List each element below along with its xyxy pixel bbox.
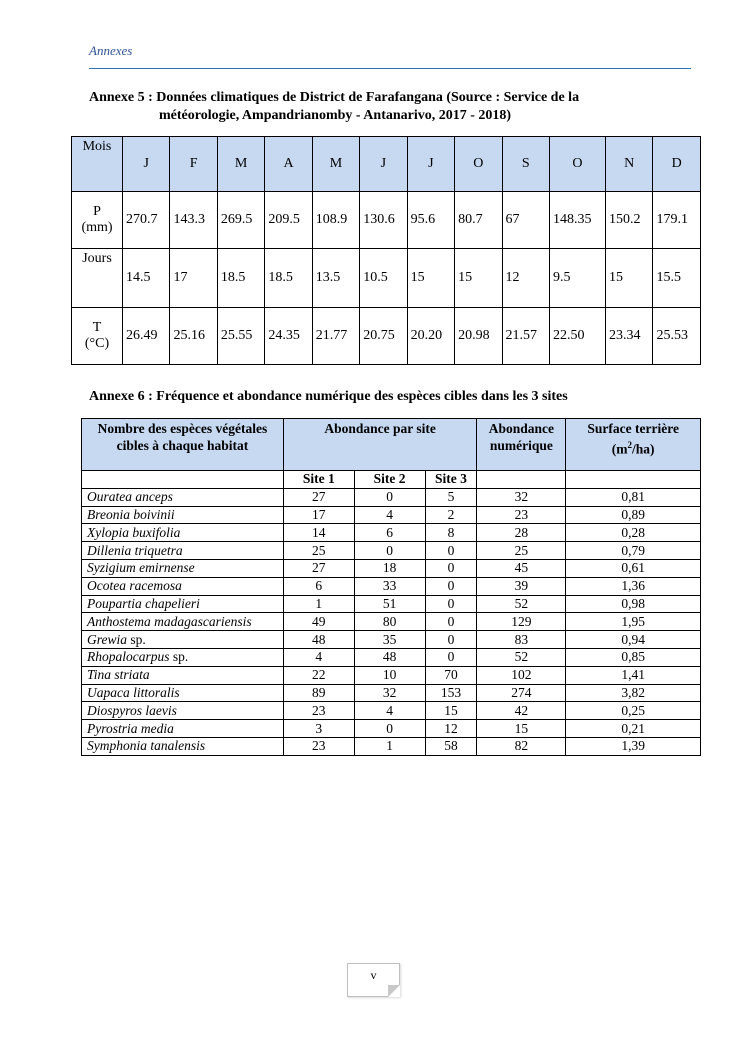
species-s3-cell: 8 — [425, 524, 477, 542]
month-header: J — [407, 137, 454, 192]
col-species-header: Nombre des espèces végétales cibles à chaque habitat — [82, 419, 284, 471]
col-surface-header — [566, 419, 701, 471]
species-s3-cell: 153 — [425, 684, 477, 702]
col-surface-unit-pre: (m — [611, 441, 628, 457]
species-surface-cell: 1,39 — [566, 737, 701, 755]
climate-value-cell: 143.3 — [170, 192, 217, 249]
species-name-cell — [82, 648, 284, 666]
species-row — [82, 595, 701, 613]
species-s2-cell: 4 — [354, 506, 425, 524]
species-abundance-cell: 45 — [477, 559, 566, 577]
species-name-cell — [82, 577, 284, 595]
species-s3-cell: 5 — [425, 488, 477, 506]
species-s1-cell: 49 — [283, 613, 354, 631]
species-s1-cell: 6 — [283, 577, 354, 595]
species-s1-cell: 89 — [283, 684, 354, 702]
species-row — [82, 666, 701, 684]
species-surface-cell: 0,81 — [566, 488, 701, 506]
species-name-cell — [82, 488, 284, 506]
species-name-cell — [82, 720, 284, 738]
species-s1-cell: 3 — [283, 720, 354, 738]
climate-value-cell: 20.98 — [455, 308, 502, 365]
species-s2-cell: 0 — [354, 488, 425, 506]
species-abundance-cell: 15 — [477, 720, 566, 738]
species-name: Syzigium emirnense — [87, 560, 195, 576]
species-abundance-cell: 52 — [477, 648, 566, 666]
climate-row-label-top: T — [92, 320, 102, 335]
col-abundance-num-header: Abondance numérique — [477, 419, 566, 471]
species-row — [82, 542, 701, 560]
climate-row — [72, 249, 701, 308]
species-abundance-cell: 39 — [477, 577, 566, 595]
species-surface-cell: 0,98 — [566, 595, 701, 613]
species-s3-cell: 15 — [425, 702, 477, 720]
species-surface-cell: 1,41 — [566, 666, 701, 684]
species-s1-cell: 48 — [283, 631, 354, 649]
species-name-cell — [82, 506, 284, 524]
subheader-blank — [477, 471, 566, 489]
species-s2-cell: 35 — [354, 631, 425, 649]
species-s3-cell: 0 — [425, 631, 477, 649]
species-s1-cell: 27 — [283, 559, 354, 577]
col-surface-unit-post: /ha) — [632, 441, 655, 457]
climate-value-cell: 24.35 — [265, 308, 312, 365]
site-1-header: Site 1 — [283, 471, 354, 489]
species-abundance-cell: 52 — [477, 595, 566, 613]
species-row — [82, 577, 701, 595]
climate-value-cell: 25.53 — [653, 308, 701, 365]
species-name-cell — [82, 702, 284, 720]
climate-value-cell: 179.1 — [653, 192, 701, 249]
climate-value-cell: 14.5 — [123, 249, 170, 308]
species-surface-cell: 1,95 — [566, 613, 701, 631]
species-s3-cell: 0 — [425, 648, 477, 666]
species-s2-cell: 4 — [354, 702, 425, 720]
species-row — [82, 684, 701, 702]
species-name: Pyrostria media — [87, 720, 174, 736]
species-suffix: sp. — [127, 631, 146, 647]
month-header: N — [606, 137, 653, 192]
climate-value-cell: 80.7 — [455, 192, 502, 249]
species-surface-cell: 0,61 — [566, 559, 701, 577]
climate-row — [72, 192, 701, 249]
climate-value-cell: 18.5 — [217, 249, 264, 308]
species-s1-cell: 22 — [283, 666, 354, 684]
climate-value-cell: 15 — [407, 249, 454, 308]
species-name: Uapaca littoralis — [87, 684, 180, 700]
climate-value-cell: 12 — [502, 249, 549, 308]
species-name: Ocotea racemosa — [87, 578, 182, 594]
species-surface-cell: 0,79 — [566, 542, 701, 560]
species-s2-cell: 32 — [354, 684, 425, 702]
species-table — [81, 418, 701, 756]
species-surface-cell: 0,28 — [566, 524, 701, 542]
species-abundance-cell: 23 — [477, 506, 566, 524]
climate-value-cell: 23.34 — [606, 308, 653, 365]
month-header: O — [455, 137, 502, 192]
species-s1-cell: 23 — [283, 702, 354, 720]
species-s1-cell: 27 — [283, 488, 354, 506]
climate-value-cell: 269.5 — [217, 192, 264, 249]
climate-value-cell: 25.16 — [170, 308, 217, 365]
species-s3-cell: 2 — [425, 506, 477, 524]
species-name: Dillenia triquetra — [87, 542, 183, 558]
climate-value-cell: 17 — [170, 249, 217, 308]
month-header: M — [312, 137, 359, 192]
species-s1-cell: 17 — [283, 506, 354, 524]
species-s1-cell: 23 — [283, 737, 354, 755]
climate-value-cell: 22.50 — [549, 308, 605, 365]
page-corner-fold — [388, 985, 400, 997]
species-abundance-cell: 28 — [477, 524, 566, 542]
species-s2-cell: 0 — [354, 542, 425, 560]
climate-table — [71, 136, 701, 365]
climate-value-cell: 67 — [502, 192, 549, 249]
subheader-blank — [566, 471, 701, 489]
page-number: v — [370, 968, 377, 982]
col-surface-unit-sup: 2 — [627, 440, 633, 450]
species-name: Grewia — [87, 631, 127, 647]
col-abundance-site-header: Abondance par site — [283, 419, 477, 471]
species-abundance-cell: 42 — [477, 702, 566, 720]
species-s2-cell: 33 — [354, 577, 425, 595]
climate-value-cell: 9.5 — [549, 249, 605, 308]
climate-value-cell: 13.5 — [312, 249, 359, 308]
species-s1-cell: 14 — [283, 524, 354, 542]
species-name-cell — [82, 524, 284, 542]
month-header: J — [360, 137, 407, 192]
month-header: M — [217, 137, 264, 192]
species-surface-cell: 0,85 — [566, 648, 701, 666]
species-surface-cell: 0,94 — [566, 631, 701, 649]
climate-row-label — [72, 249, 123, 308]
climate-row-label-top: Jours — [82, 251, 112, 266]
climate-row-label-unit: (mm) — [81, 220, 113, 235]
species-name-cell — [82, 559, 284, 577]
species-s2-cell: 6 — [354, 524, 425, 542]
month-header: D — [653, 137, 701, 192]
climate-value-cell: 21.77 — [312, 308, 359, 365]
species-s2-cell: 10 — [354, 666, 425, 684]
climate-value-cell: 148.35 — [549, 192, 605, 249]
species-s2-cell: 48 — [354, 648, 425, 666]
species-s1-cell: 25 — [283, 542, 354, 560]
species-s1-cell: 1 — [283, 595, 354, 613]
subheader-blank — [82, 471, 284, 489]
species-name-cell — [82, 631, 284, 649]
annex6-caption: Annexe 6 : Fréquence et abondance numérique des espèces cibles dans les 3 sites — [89, 389, 568, 404]
month-header: O — [549, 137, 605, 192]
climate-value-cell: 20.75 — [360, 308, 407, 365]
climate-value-cell: 20.20 — [407, 308, 454, 365]
species-row — [82, 631, 701, 649]
species-row — [82, 506, 701, 524]
species-row — [82, 720, 701, 738]
month-header: F — [170, 137, 217, 192]
annex5-caption-line2: météorologie, Ampandrianomby - Antanarivo, 2017 - 2018) — [159, 108, 512, 123]
species-abundance-cell: 82 — [477, 737, 566, 755]
species-table-header — [82, 419, 701, 471]
species-row — [82, 524, 701, 542]
climate-value-cell: 21.57 — [502, 308, 549, 365]
species-surface-cell: 0,89 — [566, 506, 701, 524]
header-rule — [89, 68, 691, 69]
site-2-header: Site 2 — [354, 471, 425, 489]
species-name-cell — [82, 595, 284, 613]
species-abundance-cell: 25 — [477, 542, 566, 560]
species-s3-cell: 0 — [425, 577, 477, 595]
species-name: Breonia boivinii — [87, 506, 175, 522]
climate-row-label-top: P — [93, 204, 101, 219]
month-header: J — [123, 137, 170, 192]
species-table-subheader — [82, 471, 701, 489]
species-abundance-cell: 129 — [477, 613, 566, 631]
climate-header-row — [72, 137, 701, 192]
running-header: Annexes — [89, 43, 133, 58]
climate-value-cell: 26.49 — [123, 308, 170, 365]
species-name: Symphonia tanalensis — [87, 738, 206, 754]
species-name-cell — [82, 666, 284, 684]
climate-value-cell: 25.55 — [217, 308, 264, 365]
species-row — [82, 613, 701, 631]
annex5-caption-line1: Annexe 5 : Données climatiques de District de Farafangana (Source : Service de la — [89, 90, 580, 105]
page-number-tab — [347, 963, 400, 997]
species-s3-cell: 0 — [425, 613, 477, 631]
species-row — [82, 488, 701, 506]
month-header: A — [265, 137, 312, 192]
climate-row — [72, 308, 701, 365]
species-s3-cell: 12 — [425, 720, 477, 738]
species-name: Poupartia chapelieri — [87, 595, 200, 611]
species-name-cell — [82, 613, 284, 631]
species-name: Diospyros laevis — [87, 702, 177, 718]
species-name-cell — [82, 542, 284, 560]
climate-row-label — [72, 192, 123, 249]
climate-value-cell: 10.5 — [360, 249, 407, 308]
species-suffix: sp. — [169, 649, 189, 665]
species-surface-cell: 0,21 — [566, 720, 701, 738]
row-label-mois: Mois — [72, 137, 123, 192]
species-surface-cell: 1,36 — [566, 577, 701, 595]
climate-row-label — [72, 308, 123, 365]
species-abundance-cell: 102 — [477, 666, 566, 684]
climate-value-cell: 270.7 — [123, 192, 170, 249]
month-header: S — [502, 137, 549, 192]
species-name-cell — [82, 684, 284, 702]
species-s3-cell: 0 — [425, 542, 477, 560]
species-s1-cell: 4 — [283, 648, 354, 666]
climate-value-cell: 209.5 — [265, 192, 312, 249]
species-s2-cell: 0 — [354, 720, 425, 738]
species-name: Ouratea anceps — [87, 489, 173, 505]
species-row — [82, 648, 701, 666]
species-surface-cell: 0,25 — [566, 702, 701, 720]
species-abundance-cell: 32 — [477, 488, 566, 506]
climate-value-cell: 15 — [455, 249, 502, 308]
species-s2-cell: 51 — [354, 595, 425, 613]
species-s2-cell: 1 — [354, 737, 425, 755]
species-name: Xylopia buxifolia — [87, 524, 181, 540]
climate-value-cell: 95.6 — [407, 192, 454, 249]
species-s2-cell: 80 — [354, 613, 425, 631]
species-s3-cell: 58 — [425, 737, 477, 755]
climate-value-cell: 150.2 — [606, 192, 653, 249]
climate-value-cell: 108.9 — [312, 192, 359, 249]
climate-value-cell: 130.6 — [360, 192, 407, 249]
species-row — [82, 702, 701, 720]
species-row — [82, 737, 701, 755]
climate-value-cell: 15 — [606, 249, 653, 308]
species-name: Rhopalocarpus — [87, 649, 170, 665]
climate-row-label-unit: (°C) — [84, 336, 110, 351]
annex5-caption — [89, 89, 689, 125]
species-name: Anthostema madagascariensis — [87, 613, 252, 629]
species-row — [82, 559, 701, 577]
species-s3-cell: 0 — [425, 559, 477, 577]
species-surface-cell: 3,82 — [566, 684, 701, 702]
col-surface-label: Surface terrière — [587, 421, 679, 436]
species-abundance-cell: 274 — [477, 684, 566, 702]
species-name: Tina striata — [87, 667, 150, 683]
climate-value-cell: 15.5 — [653, 249, 701, 308]
species-s3-cell: 70 — [425, 666, 477, 684]
climate-value-cell: 18.5 — [265, 249, 312, 308]
species-abundance-cell: 83 — [477, 631, 566, 649]
species-s3-cell: 0 — [425, 595, 477, 613]
species-s2-cell: 18 — [354, 559, 425, 577]
species-name-cell — [82, 737, 284, 755]
site-3-header: Site 3 — [425, 471, 477, 489]
